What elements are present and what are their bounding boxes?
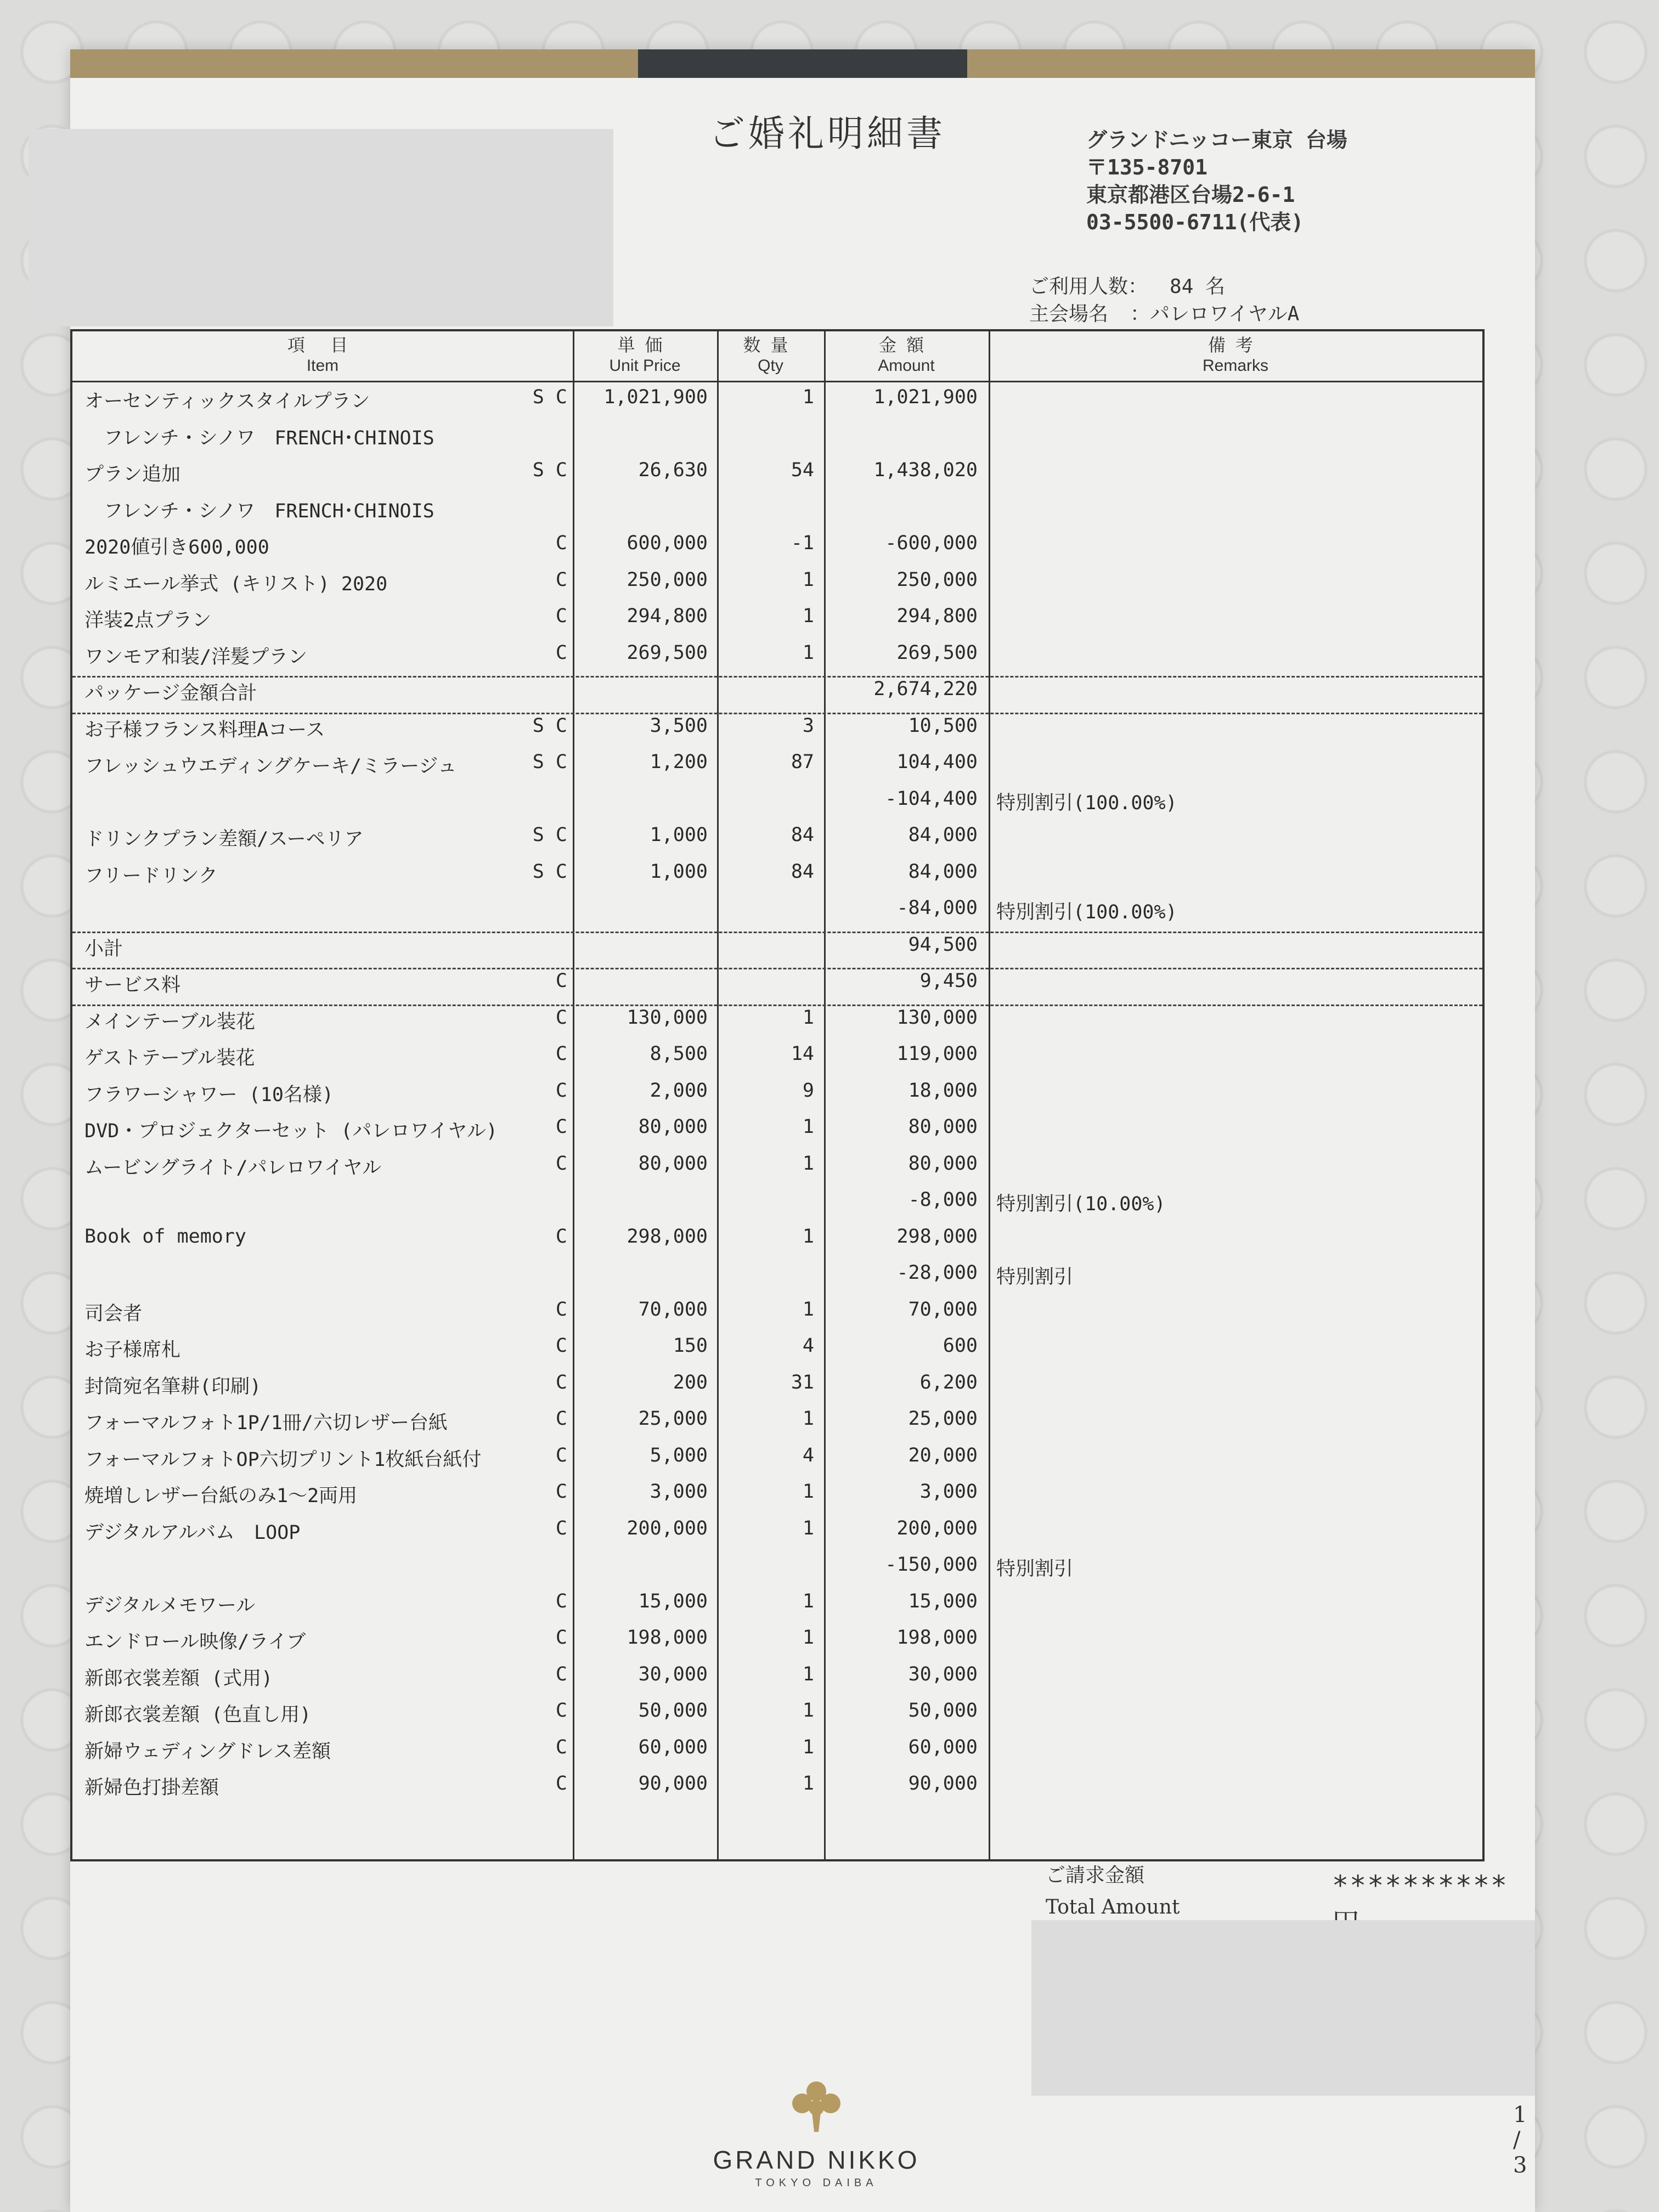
table-row bbox=[72, 1189, 1482, 1224]
qty-cell: 1 bbox=[802, 1736, 814, 1758]
dashed-separator bbox=[72, 713, 1482, 714]
dashed-separator bbox=[72, 968, 1482, 969]
table-row bbox=[72, 532, 1482, 567]
total-label-jp: ご請求金額 bbox=[1046, 1864, 1145, 1887]
unit-price-cell: 80,000 bbox=[638, 1116, 708, 1138]
unit-price-cell: 298,000 bbox=[627, 1225, 708, 1248]
unit-price-cell: 90,000 bbox=[638, 1773, 708, 1795]
amount-cell: 3,000 bbox=[919, 1481, 978, 1503]
unit-price-cell: 150 bbox=[673, 1335, 708, 1357]
invoice-sheet bbox=[70, 49, 1535, 2212]
amount-cell: 198,000 bbox=[896, 1627, 978, 1649]
table-row bbox=[72, 1736, 1482, 1771]
qty-cell: 1 bbox=[802, 641, 814, 664]
code-cell: C bbox=[555, 1627, 567, 1649]
unit-price-cell: 80,000 bbox=[638, 1152, 708, 1175]
item-cell: プラン追加 bbox=[84, 464, 181, 486]
brand-subtitle: TOKYO DAIBA bbox=[755, 2177, 878, 2189]
table-row bbox=[72, 1481, 1482, 1516]
total-value: ********** bbox=[1332, 1870, 1509, 1901]
amount-cell: 1,438,020 bbox=[873, 459, 978, 481]
amount-cell: 9,450 bbox=[919, 970, 978, 992]
code-cell: C bbox=[555, 1408, 567, 1430]
header-qty-jp: 数量 bbox=[743, 335, 798, 356]
brand-name: GRAND NIKKO bbox=[713, 2146, 920, 2174]
table-row bbox=[72, 1773, 1482, 1808]
qty-cell: 1 bbox=[802, 1006, 814, 1029]
header-amount-jp: 金額 bbox=[878, 335, 934, 356]
qty-cell: 1 bbox=[802, 1152, 814, 1175]
hotel-phone: 03-5500-6711(代表) bbox=[1086, 210, 1304, 234]
unit-price-cell: 26,630 bbox=[638, 459, 708, 481]
hotel-postal: 〒135-8701 bbox=[1086, 155, 1208, 179]
table-row bbox=[72, 1627, 1482, 1662]
item-cell: フリードリンク bbox=[84, 865, 218, 887]
page-number: 1 / 3 bbox=[1513, 2102, 1527, 2178]
amount-cell: 250,000 bbox=[896, 568, 978, 591]
unit-price-cell: 1,000 bbox=[650, 824, 708, 846]
table-row bbox=[72, 1043, 1482, 1078]
qty-cell: 14 bbox=[791, 1043, 814, 1065]
table-row bbox=[72, 1080, 1482, 1115]
code-cell: C bbox=[555, 1116, 567, 1138]
code-cell: C bbox=[555, 532, 567, 554]
amount-cell: 84,000 bbox=[908, 860, 978, 883]
table-row bbox=[72, 642, 1482, 677]
qty-cell: 1 bbox=[802, 1116, 814, 1138]
amount-cell: 2,674,220 bbox=[873, 678, 978, 700]
table-row bbox=[72, 788, 1482, 823]
amount-cell: 200,000 bbox=[896, 1517, 978, 1539]
item-cell: フレンチ・シノワ FRENCH･CHINOIS bbox=[84, 427, 435, 449]
header-rule bbox=[72, 381, 1482, 382]
amount-cell: -104,400 bbox=[885, 787, 978, 810]
code-cell: C bbox=[555, 1006, 567, 1029]
item-cell: 封筒宛名筆耕(印刷) bbox=[84, 1375, 262, 1398]
amount-cell: 25,000 bbox=[908, 1408, 978, 1430]
code-cell: C bbox=[555, 1736, 567, 1758]
header-qty-en: Qty bbox=[758, 357, 783, 375]
amount-cell: 600 bbox=[943, 1335, 978, 1357]
qty-cell: 1 bbox=[802, 1700, 814, 1722]
unit-price-cell: 60,000 bbox=[638, 1736, 708, 1758]
unit-price-cell: 25,000 bbox=[638, 1408, 708, 1430]
amount-cell: 18,000 bbox=[908, 1079, 978, 1102]
amount-cell: 70,000 bbox=[908, 1298, 978, 1321]
code-cell: S C bbox=[532, 824, 567, 846]
remarks-cell: 特別割引(100.00%) bbox=[996, 792, 1177, 814]
item-cell: メインテーブル装花 bbox=[84, 1011, 256, 1033]
amount-cell: 30,000 bbox=[908, 1663, 978, 1685]
qty-cell: 1 bbox=[802, 1627, 814, 1649]
code-cell: S C bbox=[532, 860, 567, 883]
unit-price-cell: 200 bbox=[673, 1371, 708, 1393]
qty-cell: 4 bbox=[802, 1335, 814, 1357]
amount-cell: 90,000 bbox=[908, 1773, 978, 1795]
venue-label: 主会場名 bbox=[1029, 303, 1109, 325]
unit-price-cell: 1,021,900 bbox=[603, 386, 708, 408]
unit-price-cell: 200,000 bbox=[627, 1517, 708, 1539]
table-row bbox=[72, 1590, 1482, 1626]
header-unit-jp: 単価 bbox=[617, 335, 673, 356]
amount-cell: 94,500 bbox=[908, 933, 978, 956]
unit-price-cell: 3,500 bbox=[650, 714, 708, 737]
dashed-separator bbox=[72, 932, 1482, 933]
unit-price-cell: 30,000 bbox=[638, 1663, 708, 1685]
code-cell: C bbox=[555, 1298, 567, 1321]
amount-cell: 269,500 bbox=[896, 641, 978, 664]
table-row bbox=[72, 1700, 1482, 1735]
item-cell: 新郎衣裳差額 (色直し用) bbox=[84, 1704, 312, 1726]
amount-cell: 84,000 bbox=[908, 824, 978, 846]
unit-price-cell: 250,000 bbox=[627, 568, 708, 591]
remarks-cell: 特別割引(100.00%) bbox=[996, 901, 1177, 923]
table-row bbox=[72, 934, 1482, 969]
header-remarks-jp: 備考 bbox=[1207, 335, 1263, 356]
code-cell: C bbox=[555, 641, 567, 664]
header-amount bbox=[824, 331, 989, 375]
item-cell: フォーマルフォト1P/1冊/六切レザー台紙 bbox=[84, 1412, 448, 1434]
code-cell: C bbox=[555, 1079, 567, 1102]
amount-cell: 1,021,900 bbox=[873, 386, 978, 408]
unit-price-cell: 8,500 bbox=[650, 1043, 708, 1065]
amount-cell: 294,800 bbox=[896, 605, 978, 627]
table-row bbox=[72, 459, 1482, 494]
item-cell: フレンチ・シノワ FRENCH･CHINOIS bbox=[84, 500, 435, 522]
code-cell: C bbox=[555, 1481, 567, 1503]
dark-header-band bbox=[638, 49, 967, 78]
item-cell: 焼増しレザー台紙のみ1～2両用 bbox=[84, 1485, 358, 1507]
item-cell: パッケージ金額合計 bbox=[84, 682, 257, 704]
unit-price-cell: 3,000 bbox=[650, 1481, 708, 1503]
total-label bbox=[1046, 1860, 1180, 1923]
item-cell: 新婦色打掛差額 bbox=[84, 1777, 219, 1799]
unit-price-cell: 1,000 bbox=[650, 860, 708, 883]
table-row bbox=[72, 751, 1482, 786]
item-cell: サービス料 bbox=[84, 974, 181, 996]
code-cell: S C bbox=[532, 714, 567, 737]
unit-price-cell: 70,000 bbox=[638, 1298, 708, 1321]
qty-cell: 84 bbox=[791, 860, 814, 883]
unit-price-cell: 1,200 bbox=[650, 751, 708, 773]
code-cell: C bbox=[555, 1225, 567, 1248]
qty-cell: 4 bbox=[802, 1444, 814, 1466]
items-table bbox=[70, 329, 1485, 1861]
code-cell: C bbox=[555, 1590, 567, 1612]
code-cell: S C bbox=[532, 459, 567, 481]
qty-cell: 9 bbox=[802, 1079, 814, 1102]
code-cell: S C bbox=[532, 751, 567, 773]
item-cell: 小計 bbox=[84, 938, 123, 960]
amount-cell: -28,000 bbox=[896, 1262, 978, 1284]
unit-price-cell: 198,000 bbox=[627, 1627, 708, 1649]
table-row bbox=[72, 496, 1482, 531]
amount-cell: 80,000 bbox=[908, 1152, 978, 1175]
item-cell: 新婦ウェディングドレス差額 bbox=[84, 1740, 331, 1763]
amount-cell: 20,000 bbox=[908, 1444, 978, 1466]
qty-cell: 1 bbox=[802, 1298, 814, 1321]
code-cell: S C bbox=[532, 386, 567, 408]
table-row bbox=[72, 386, 1482, 421]
amount-cell: 119,000 bbox=[896, 1043, 978, 1065]
amount-cell: 104,400 bbox=[896, 751, 978, 773]
guests-value: 84 名 bbox=[1170, 275, 1226, 298]
code-cell: C bbox=[555, 568, 567, 591]
table-row bbox=[72, 1517, 1482, 1553]
unit-price-cell: 130,000 bbox=[627, 1006, 708, 1029]
table-row bbox=[72, 1335, 1482, 1370]
table-row bbox=[72, 1007, 1482, 1042]
table-row bbox=[72, 1262, 1482, 1297]
qty-cell: 87 bbox=[791, 751, 814, 773]
qty-cell: 1 bbox=[802, 568, 814, 591]
amount-cell: 50,000 bbox=[908, 1700, 978, 1722]
table-row bbox=[72, 1663, 1482, 1699]
code-cell: C bbox=[555, 1444, 567, 1466]
item-cell: お子様席札 bbox=[84, 1339, 181, 1361]
item-cell: ゲストテーブル装花 bbox=[84, 1047, 255, 1069]
remarks-cell: 特別割引 bbox=[996, 1266, 1074, 1288]
unit-price-cell: 600,000 bbox=[627, 532, 708, 554]
qty-cell: 1 bbox=[802, 1773, 814, 1795]
table-row bbox=[72, 423, 1482, 458]
code-cell: C bbox=[555, 1663, 567, 1685]
item-cell: フレッシュウエディングケーキ/ミラージュ bbox=[84, 755, 457, 777]
item-cell: ルミエール挙式 (キリスト) 2020 bbox=[84, 573, 388, 595]
item-cell: 2020値引き600,000 bbox=[84, 537, 269, 558]
amount-cell: -600,000 bbox=[885, 532, 978, 554]
qty-cell: 1 bbox=[802, 1481, 814, 1503]
document-title: ご婚礼明細書 bbox=[709, 112, 946, 155]
unit-price-cell: 5,000 bbox=[650, 1444, 708, 1466]
dashed-separator bbox=[72, 1005, 1482, 1006]
code-cell: C bbox=[555, 605, 567, 627]
qty-cell: 1 bbox=[802, 605, 814, 627]
table-row bbox=[72, 1226, 1482, 1261]
header-remarks bbox=[989, 331, 1482, 375]
qty-cell: 1 bbox=[802, 1517, 814, 1539]
table-row bbox=[72, 1372, 1482, 1407]
item-cell: 新郎衣裳差額 (式用) bbox=[84, 1667, 273, 1690]
amount-cell: 10,500 bbox=[908, 714, 978, 737]
hotel-address-block bbox=[1086, 126, 1347, 236]
item-cell: 司会者 bbox=[84, 1302, 143, 1325]
total-label-en: Total Amount bbox=[1046, 1896, 1180, 1918]
venue-value: ：パレロワイヤルA bbox=[1130, 303, 1300, 325]
item-cell: DVD・プロジェクターセット (パレロワイヤル) bbox=[84, 1120, 498, 1142]
item-cell: オーセンティックスタイルプラン bbox=[84, 391, 370, 413]
code-cell: C bbox=[555, 1043, 567, 1065]
item-cell: デジタルアルバム LOOP bbox=[84, 1521, 301, 1544]
header-qty bbox=[717, 331, 824, 375]
amount-cell: -150,000 bbox=[885, 1554, 978, 1576]
code-cell: C bbox=[555, 1335, 567, 1357]
item-cell: ドリンクプラン差額/スーペリア bbox=[84, 828, 364, 850]
header-remarks-en: Remarks bbox=[1202, 357, 1268, 375]
table-row bbox=[72, 861, 1482, 896]
table-row bbox=[72, 1554, 1482, 1589]
item-cell: Book of memory bbox=[84, 1225, 247, 1248]
guest-info bbox=[1029, 273, 1299, 328]
table-row bbox=[72, 1299, 1482, 1334]
redacted-block-bottom bbox=[1031, 1920, 1535, 2096]
code-cell: C bbox=[555, 1371, 567, 1393]
amount-cell: 298,000 bbox=[896, 1225, 978, 1248]
table-row bbox=[72, 824, 1482, 859]
qty-cell: -1 bbox=[791, 532, 814, 554]
header-unit bbox=[573, 331, 717, 375]
table-row bbox=[72, 1444, 1482, 1480]
item-cell: フラワーシャワー (10名様) bbox=[84, 1084, 334, 1106]
code-cell: C bbox=[555, 1152, 567, 1175]
amount-cell: 80,000 bbox=[908, 1116, 978, 1138]
table-row bbox=[72, 605, 1482, 640]
item-cell: お子様フランス料理Aコース bbox=[84, 719, 325, 741]
amount-cell: -84,000 bbox=[896, 897, 978, 919]
code-cell: C bbox=[555, 1700, 567, 1722]
table-row bbox=[72, 897, 1482, 932]
qty-cell: 1 bbox=[802, 1663, 814, 1685]
qty-cell: 1 bbox=[802, 1225, 814, 1248]
table-row bbox=[72, 970, 1482, 1005]
remarks-cell: 特別割引 bbox=[996, 1558, 1074, 1580]
header-unit-en: Unit Price bbox=[609, 357, 681, 375]
qty-cell: 1 bbox=[802, 1590, 814, 1612]
header-item bbox=[72, 331, 573, 375]
qty-cell: 3 bbox=[802, 714, 814, 737]
qty-cell: 1 bbox=[802, 386, 814, 408]
header-amount-en: Amount bbox=[878, 357, 935, 375]
code-cell: C bbox=[555, 970, 567, 992]
qty-cell: 1 bbox=[802, 1408, 814, 1430]
unit-price-cell: 50,000 bbox=[638, 1700, 708, 1722]
dashed-separator bbox=[72, 676, 1482, 678]
header-item-jp: 項 目 bbox=[287, 335, 358, 356]
hotel-name: グランドニッコー東京 台場 bbox=[1086, 128, 1347, 152]
item-cell: ワンモア和装/洋髪プラン bbox=[84, 646, 308, 668]
qty-cell: 31 bbox=[791, 1371, 814, 1393]
item-cell: デジタルメモワール bbox=[84, 1594, 256, 1617]
amount-cell: 60,000 bbox=[908, 1736, 978, 1758]
item-cell: 洋装2点プラン bbox=[84, 610, 212, 631]
amount-cell: 130,000 bbox=[896, 1006, 978, 1029]
table-row bbox=[72, 569, 1482, 604]
item-cell: エンドロール映像/ライブ bbox=[84, 1631, 306, 1653]
remarks-cell: 特別割引(10.00%) bbox=[996, 1193, 1166, 1215]
code-cell: C bbox=[555, 1517, 567, 1539]
redacted-block-top bbox=[29, 129, 613, 326]
header-item-en: Item bbox=[306, 357, 339, 375]
hotel-address: 東京都港区台場2-6-1 bbox=[1086, 183, 1295, 207]
guests-label: ご利用人数： bbox=[1029, 275, 1148, 298]
code-cell: C bbox=[555, 1773, 567, 1795]
amount-cell: 6,200 bbox=[919, 1371, 978, 1393]
unit-price-cell: 15,000 bbox=[638, 1590, 708, 1612]
table-row bbox=[72, 1153, 1482, 1188]
amount-cell: 15,000 bbox=[908, 1590, 978, 1612]
unit-price-cell: 294,800 bbox=[627, 605, 708, 627]
amount-cell: -8,000 bbox=[908, 1189, 978, 1211]
table-row bbox=[72, 715, 1482, 750]
table-row bbox=[72, 1116, 1482, 1151]
unit-price-cell: 2,000 bbox=[650, 1079, 708, 1102]
unit-price-cell: 269,500 bbox=[627, 641, 708, 664]
table-row bbox=[72, 678, 1482, 713]
qty-cell: 84 bbox=[791, 824, 814, 846]
item-cell: フォーマルフォトOP六切プリント1枚紙台紙付 bbox=[84, 1448, 482, 1471]
item-cell: ムービングライト/パレロワイヤル bbox=[84, 1156, 382, 1179]
nikko-flower-logo-icon bbox=[778, 2079, 855, 2134]
table-row bbox=[72, 1408, 1482, 1443]
qty-cell: 54 bbox=[791, 459, 814, 481]
